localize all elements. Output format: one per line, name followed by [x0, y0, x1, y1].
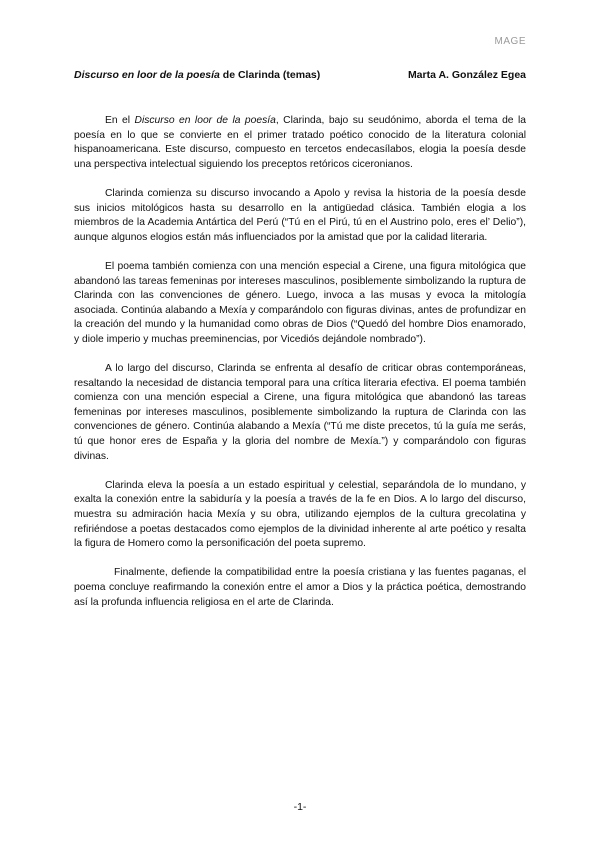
paragraph-1: [74, 114, 526, 172]
paragraph-6: Finalmente, defiende la compatibilidad entre la poesía cristiana y las fuentes paganas, el poema concluye reafirmando la conexión entre el amor a Dios y la práctica poética, demostrando así la profunda influencia religiosa en el arte de Clarinda.: [74, 567, 526, 608]
body-text: [74, 114, 526, 625]
author-name: Marta A. González Egea: [407, 69, 526, 81]
document-title-italic: Discurso en loor de la poesía: [74, 69, 220, 81]
document-title: [74, 69, 320, 81]
header-mark: MAGE: [494, 36, 526, 47]
document-title-rest: de Clarinda (temas): [219, 69, 321, 81]
paragraph-4: A lo largo del discurso, Clarinda se enfrenta al desafío de criticar obras contemporáneas, resaltando la necesidad de distancia temporal para una crítica literaria efectiva. El poema también comienza con una mención especial a Cirene, una figura mitológica que abandonó las tareas femeninas por intereses masculinos, posiblemente simbolizando la ruptura de Clarinda con las convenciones de género. Continúa alabando a Mexía (“Tú me diste precetos, tú la guía me serás, tú que honor eres de España y la gloria del nombre de Mexía.”) y comparándolo con figuras divinas.: [74, 363, 526, 462]
title-row: [74, 69, 526, 81]
paragraph-1-before: En el: [105, 115, 135, 126]
paragraph-2: Clarinda comienza su discurso invocando a Apolo y revisa la historia de la poesía desde sus inicios mitológicos hasta su desarrollo en la antigüedad clásica. También elogia a los miembros de la Academia Antártica del Perú (“Tú en el Pirú, tú en el Austrino polo, eres el’ Delio”), aunque algunos elogios están más influenciados por la amistad que por la calidad literaria.: [74, 187, 526, 243]
page-number: -1-: [293, 801, 307, 813]
paragraph-1-italic-title: Discurso en loor de la poesía: [134, 115, 276, 126]
paragraph-1-after: , Clarinda, bajo su seudónimo, aborda el tema de la poesía en lo que se convierte en el primer tratado poético conocido de la literatura colonial hispanoamericana. Este discurso, compuesto en tercetos endecasílabos, elogia la poesía desde una perspectiva intelectual siguiendo los preceptos retóricos ciceronianos.: [74, 115, 526, 170]
paragraph-5: Clarinda eleva la poesía a un estado espiritual y celestial, separándola de lo mundano, y exalta la conexión entre la sabiduría y la poesía a través de la fe en Dios. A lo largo del discurso, muestra su admiración hacia Mexía y su obra, utilizando ejemplos de la cultura grecolatina y refiriéndose a poetas destacados como ejemplos de la divinidad inherente al arte poético y resalta la figura de Homero como la personificación del poeta supremo.: [74, 479, 526, 550]
paragraph-3: El poema también comienza con una mención especial a Cirene, una figura mitológica que abandonó las tareas femeninas por intereses masculinos, posiblemente simbolizando la ruptura de Clarinda con las convenciones de género. Luego, invoca a las musas y evoca la mitología asociada. Continúa alabando a Mexía y comparándolo con figuras divinas, antes de profundizar en la creación del mundo y la humanidad como obras de Dios (“Quedó del hombre Dios enamorado, y diole imperio y muchas preeminencias, por Vicediós dejándole nombrado”).: [74, 260, 526, 345]
